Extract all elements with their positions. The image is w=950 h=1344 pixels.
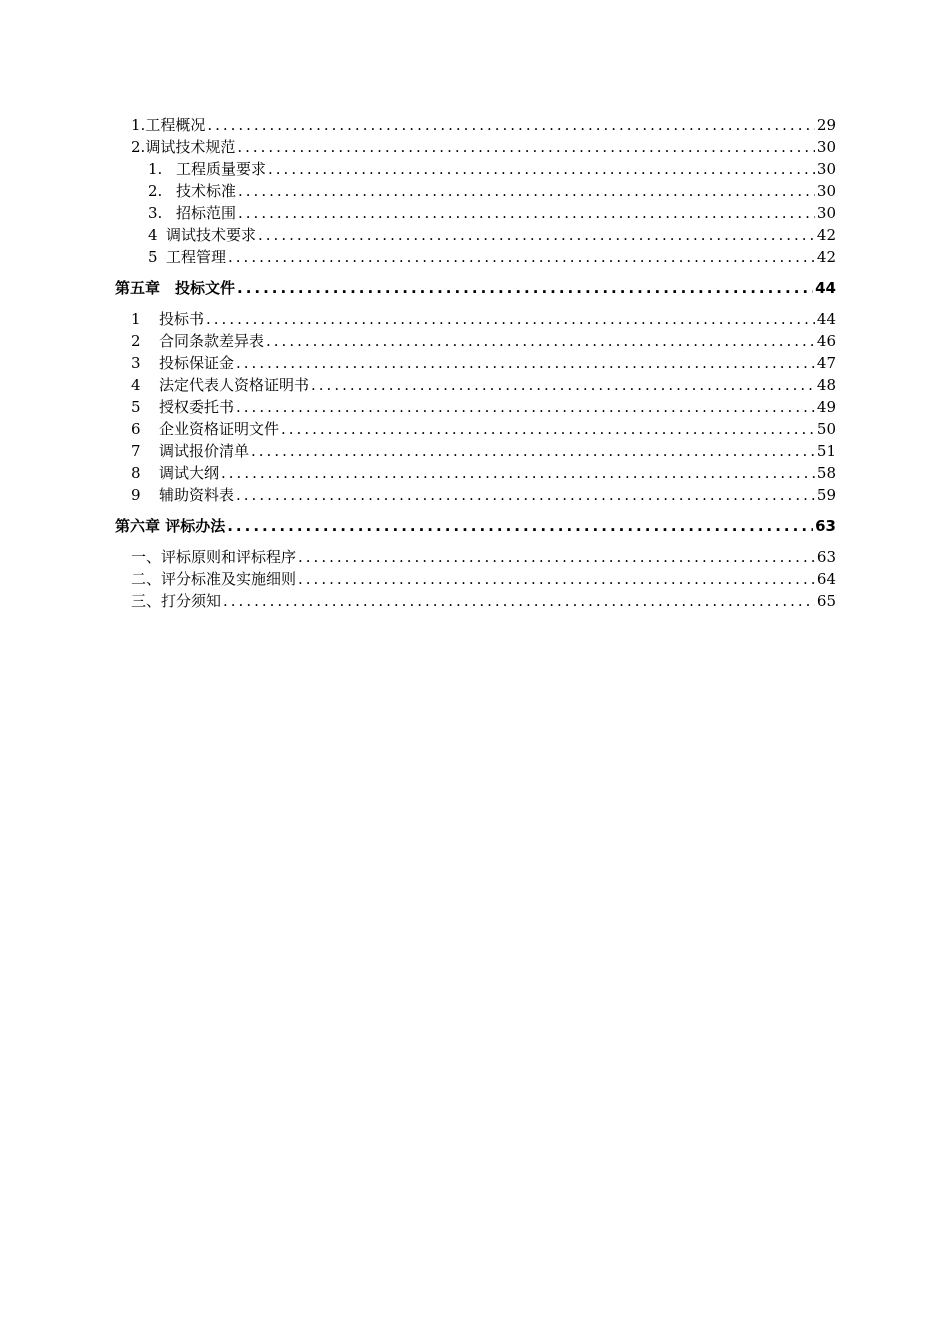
toc-entry-page: 49 [816,398,836,416]
dot-leader [236,484,815,506]
toc-entry-page: 65 [816,592,836,610]
dot-leader [298,568,815,590]
toc-entry-title: 企业资格证明文件 [159,420,280,438]
toc-entry-title: 法定代表人资格证明书 [159,376,310,394]
dot-leader [207,114,815,136]
toc-entry-title: 一、评标原则和评标程序 [131,548,297,566]
toc-entry-title: 三、打分须知 [131,592,222,610]
toc-chapter-title: 第五章 投标文件 [115,279,236,297]
dot-leader [298,546,815,568]
toc-chapter-6[interactable] [115,515,836,537]
toc-entry-title: 投标保证金 [159,354,235,372]
toc-entry[interactable] [115,546,836,568]
toc-entry-page: 30 [816,138,836,156]
toc-entry-title: 辅助资料表 [159,486,235,504]
toc-entry[interactable] [115,462,836,484]
toc-entry[interactable] [115,136,836,158]
toc-entry[interactable] [115,418,836,440]
toc-entry[interactable] [115,484,836,506]
toc-entry-page: 50 [816,420,836,438]
toc-entry-number: 3 [131,354,141,372]
toc-entry[interactable] [115,590,836,612]
dot-leader [221,462,815,484]
toc-entry-page: 48 [816,376,836,394]
toc-entry[interactable] [115,114,836,136]
toc-entry-number: 1. [148,160,163,178]
toc-entry[interactable] [115,440,836,462]
toc-entry-title: 调试报价清单 [159,442,250,460]
toc-entry[interactable] [115,202,836,224]
toc-entry-number: 8 [131,464,141,482]
toc-entry-title: 工程质量要求 [176,160,267,178]
toc-entry-page: 42 [816,248,836,266]
dot-leader [311,374,815,396]
table-of-contents [115,114,836,612]
toc-entry-page: 51 [816,442,836,460]
toc-entry-number: 9 [131,486,141,504]
toc-chapter-5[interactable] [115,277,836,299]
dot-leader [236,396,815,418]
toc-entry-title: 二、评分标准及实施细则 [131,570,297,588]
toc-entry-number: 2. [131,138,146,156]
toc-entry-page: 63 [816,548,836,566]
toc-entry-title: 工程管理 [166,248,227,266]
toc-chapter-title: 第六章 评标办法 [115,517,226,535]
toc-chapter-page: 44 [815,279,836,297]
toc-entry-title: 工程概况 [145,116,206,134]
toc-entry-page: 64 [816,570,836,588]
toc-entry-page: 58 [816,464,836,482]
dot-leader [228,246,815,268]
toc-entry-number: 3. [148,204,163,222]
toc-entry-title: 调试大纲 [159,464,220,482]
toc-entry-page: 42 [816,226,836,244]
toc-chapter-page: 63 [815,517,836,535]
dot-leader [266,330,815,352]
toc-entry-title: 投标书 [159,310,205,328]
toc-entry-number: 5 [131,398,141,416]
toc-entry[interactable] [115,352,836,374]
toc-entry[interactable] [115,180,836,202]
toc-entry-page: 47 [816,354,836,372]
toc-entry-title: 调试技术规范 [145,138,236,156]
toc-entry[interactable] [115,374,836,396]
toc-entry[interactable] [115,568,836,590]
dot-leader [238,202,815,224]
toc-entry-number: 2. [148,182,163,200]
dot-leader [281,418,815,440]
dot-leader [237,136,815,158]
toc-entry[interactable] [115,308,836,330]
toc-entry[interactable] [115,246,836,268]
toc-entry-number: 5 [148,248,158,266]
dot-leader [237,277,813,299]
toc-entry-page: 59 [816,486,836,504]
toc-entry-title: 授权委托书 [159,398,235,416]
toc-entry-page: 29 [816,116,836,134]
toc-entry-number: 6 [131,420,141,438]
toc-entry-page: 30 [816,160,836,178]
toc-entry[interactable] [115,396,836,418]
dot-leader [258,224,815,246]
toc-entry-number: 1. [131,116,146,134]
dot-leader [238,180,815,202]
toc-entry-title: 技术标准 [176,182,237,200]
toc-entry-title: 合同条款差异表 [159,332,265,350]
toc-entry-page: 46 [816,332,836,350]
toc-entry-number: 4 [131,376,141,394]
toc-entry-number: 2 [131,332,141,350]
dot-leader [206,308,815,330]
dot-leader [223,590,815,612]
toc-entry-number: 4 [148,226,158,244]
dot-leader [251,440,815,462]
dot-leader [227,515,813,537]
toc-entry-title: 招标范围 [176,204,237,222]
toc-entry-title: 调试技术要求 [166,226,257,244]
toc-entry-page: 44 [816,310,836,328]
toc-entry-number: 1 [131,310,141,328]
toc-entry-page: 30 [816,204,836,222]
toc-entry[interactable] [115,330,836,352]
toc-entry[interactable] [115,158,836,180]
dot-leader [236,352,815,374]
toc-entry-page: 30 [816,182,836,200]
dot-leader [268,158,815,180]
toc-entry[interactable] [115,224,836,246]
toc-entry-number: 7 [131,442,141,460]
